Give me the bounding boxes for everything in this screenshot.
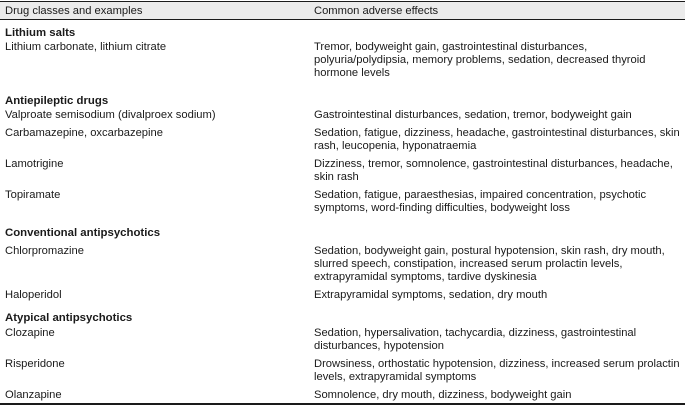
group-title-atypical-antipsychotics: Atypical antipsychotics: [5, 312, 133, 324]
drug-lamotrigine: Lamotrigine: [5, 158, 64, 170]
effects-line: Extrapyramidal symptoms, sedation, dry mouth: [314, 289, 548, 301]
effects-line: Sedation, bodyweight gain, postural hypotension, skin rash, dry mouth,: [314, 245, 665, 257]
effects-lamotrigine: [314, 158, 682, 184]
effects-chlorpromazine: [314, 245, 682, 285]
drug-clozapine: Clozapine: [5, 327, 55, 339]
effects-line: Somnolence, dry mouth, dizziness, bodyweight gain: [314, 389, 572, 401]
effects-olanzapine: [314, 389, 682, 402]
group-title-antiepileptic-drugs: Antiepileptic drugs: [5, 95, 109, 107]
effects-line: Drowsiness, orthostatic hypotension, dizziness, increased serum prolactin: [314, 358, 680, 370]
effects-line: levels, extrapyramidal symptoms: [314, 371, 477, 384]
effects-line: rash, leucopenia, hyponatraemia: [314, 140, 477, 153]
group-title-lithium-salts: Lithium salts: [5, 27, 76, 39]
table-header-row: [0, 2, 685, 19]
effects-haloperidol: [314, 289, 682, 302]
drug-valproate: Valproate semisodium (divalproex sodium): [5, 109, 216, 121]
drug-carbamazepine: Carbamazepine, oxcarbazepine: [5, 127, 163, 139]
drug-haloperidol: Haloperidol: [5, 289, 62, 301]
effects-line: Sedation, fatigue, paraesthesias, impaired concentration, psychotic: [314, 189, 647, 201]
group-title-conventional-antipsychotics: Conventional antipsychotics: [5, 227, 161, 239]
effects-line: disturbances, hypotension: [314, 340, 444, 353]
drug-chlorpromazine: Chlorpromazine: [5, 245, 84, 257]
effects-carbamazepine: [314, 127, 682, 153]
drug-lithium-carbonate: Lithium carbonate, lithium citrate: [5, 41, 167, 53]
effects-line: Gastrointestinal disturbances, sedation, tremor, bodyweight gain: [314, 109, 632, 121]
effects-line: symptoms, word-finding difficulties, bodyweight loss: [314, 202, 570, 215]
effects-line: Dizziness, tremor, somnolence, gastrointestinal disturbances, headache,: [314, 158, 673, 170]
effects-topiramate: [314, 189, 682, 215]
drug-olanzapine: Olanzapine: [5, 389, 62, 401]
effects-risperidone: [314, 358, 682, 384]
effects-clozapine: [314, 327, 682, 353]
effects-line: Sedation, fatigue, dizziness, headache, gastrointestinal disturbances, skin: [314, 127, 680, 139]
drug-topiramate: Topiramate: [5, 189, 61, 201]
effects-line: slurred speech, constipation, increased serum prolactin levels,: [314, 258, 623, 271]
drug-risperidone: Risperidone: [5, 358, 65, 370]
effects-line: extrapyramidal symptoms, tardive dyskinesia: [314, 271, 537, 284]
effects-line: Sedation, hypersalivation, tachycardia, dizziness, gastrointestinal: [314, 327, 637, 339]
header-adverse-effects: Common adverse effects: [314, 5, 439, 17]
header-drug-classes: Drug classes and examples: [5, 5, 143, 17]
effects-line: skin rash: [314, 171, 359, 184]
effects-line: polyuria/polydipsia, memory problems, sedation, decreased thyroid: [314, 54, 646, 67]
effects-line: Tremor, bodyweight gain, gastrointestinal disturbances,: [314, 41, 588, 53]
effects-lithium: [314, 41, 682, 81]
table-header-rule: [0, 19, 685, 20]
effects-line: hormone levels: [314, 67, 390, 80]
table-bottom-rule: [0, 403, 685, 405]
effects-valproate: [314, 109, 682, 122]
